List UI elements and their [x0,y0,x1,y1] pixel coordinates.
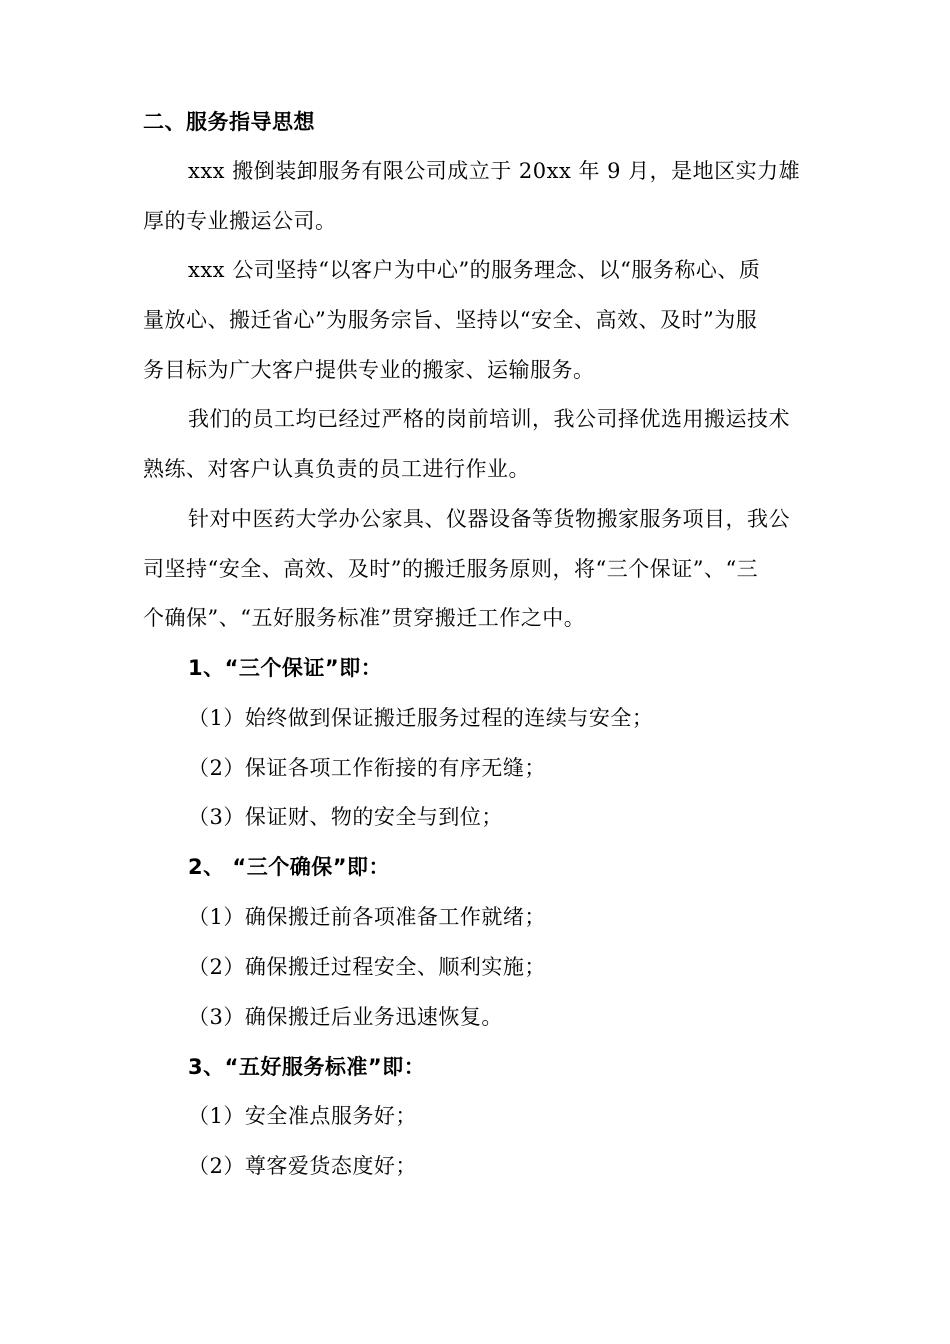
paragraph-3-line-1: 我们的员工均已经过严格的岗前培训，我公司择优选用搬运技术 [188,407,790,431]
list-2-item: （3）确保搬迁后业务迅速恢复。 [188,1005,503,1029]
paragraph-2-line-1: xxx 公司坚持“以客户为中心”的服务理念、以“服务称心、质 [188,258,761,282]
paragraph-3-line-2: 熟练、对客户认真负责的员工进行作业。 [143,457,530,481]
paragraph-2-line-2: 量放心、搬迁省心”为服务宗旨、坚持以“安全、高效、及时”为服 [143,308,758,332]
paragraph-4-line-3: 个确保”、“五好服务标准”贯穿搬迁工作之中。 [143,606,586,630]
list-1-item: （3）保证财、物的安全与到位； [188,805,503,829]
list-1-item: （2）保证各项工作衔接的有序无缝； [188,756,546,780]
list-1-item: （1）始终做到保证搬迁服务过程的连续与安全； [188,706,654,730]
paragraph-1-line-2: 厚的专业搬运公司。 [143,209,337,233]
paragraph-2-line-3: 务目标为广大客户提供专业的搬家、运输服务。 [143,358,595,382]
paragraph-1-line-1: xxx 搬倒装卸服务有限公司成立于 20xx 年 9 月，是地区实力雄 [188,159,801,183]
paragraph-4-line-2: 司坚持“安全、高效、及时”的搬迁服务原则，将“三个保证”、“三 [143,557,759,581]
list-2-item: （1）确保搬迁前各项准备工作就绪； [188,905,546,929]
list-3-item: （1）安全准点服务好； [188,1104,417,1128]
list-3-item: （2）尊客爱货态度好； [188,1154,417,1178]
list-3-heading: 3、“五好服务标准”即： [188,1055,426,1079]
section-heading: 二、服务指导思想 [143,110,315,134]
list-2-heading: 2、 “三个确保”即： [188,855,391,879]
list-1-heading: 1、“三个保证”即： [188,656,383,680]
paragraph-4-line-1: 针对中医药大学办公家具、仪器设备等货物搬家服务项目，我公 [188,507,790,531]
list-2-item: （2）确保搬迁过程安全、顺利实施； [188,955,546,979]
